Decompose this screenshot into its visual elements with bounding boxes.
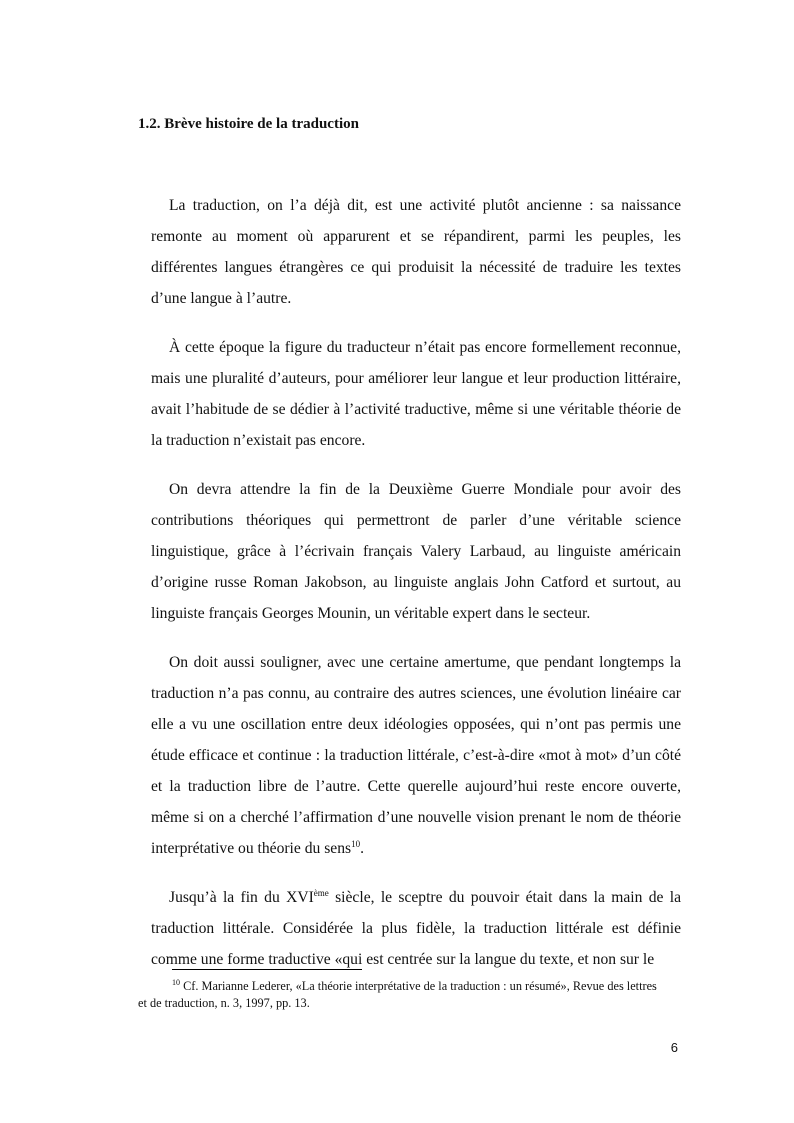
section-heading: 1.2. Brève histoire de la traduction [138, 116, 359, 132]
page-number: 6 [670, 1040, 678, 1055]
paragraph-5-after: siècle, le sceptre du pouvoir était dans la main de la traduction littérale. Considérée la plus fidèle, la traduction littérale est définie comme une forme traductive «qui est centrée sur la langue du texte, et non sur le [151, 889, 681, 968]
paragraph-5-before: Jusqu’à la fin du XVI [169, 889, 314, 906]
paragraph-4-text: On doit aussi souligner, avec une certaine amertume, que pendant longtemps la traduction n’a pas connu, au contraire des autres sciences, une évolution linéaire car elle a vu une oscillation entre deux idéologies opposées, qui n’ont pas permis une étude efficace et continue : la traduction littérale, c’est-à-dire «mot à mot» d’un côté et la traduction libre de l’autre. Cette querelle aujourd’hui reste encore ouverte, même si on a cherché l’affirmation d’une nouvelle vision prenant le nom de théorie interprétative ou théorie du sens [151, 654, 681, 857]
paragraph-4 [151, 647, 681, 864]
footnote [138, 978, 662, 1012]
paragraph-4-end: . [360, 840, 364, 857]
footnote-text: Cf. Marianne Lederer, «La théorie interprétative de la traduction : un résumé», Revue des lettres et de traduction, n. 3, 1997, pp. 13. [138, 979, 657, 1010]
paragraph-3: On devra attendre la fin de la Deuxième Guerre Mondiale pour avoir des contributions théoriques qui permettront de parler d’une véritable science linguistique, grâce à l’écrivain français Valery Larbaud, au linguiste américain d’origine russe Roman Jakobson, au linguiste anglais John Catford et surtout, au linguiste français Georges Mounin, un véritable expert dans le secteur. [151, 481, 681, 622]
body-text [151, 190, 681, 993]
paragraph-5 [151, 882, 681, 975]
paragraph-2: À cette époque la figure du traducteur n’était pas encore formellement reconnue, mais une pluralité d’auteurs, pour améliorer leur langue et leur production littéraire, avait l’habitude de se dédier à l’activité traductive, même si une véritable théorie de la traduction n’existait pas encore. [151, 339, 681, 449]
century-superscript: ème [313, 887, 329, 898]
footnote-reference: 10 [351, 838, 361, 849]
footnote-number: 10 [172, 977, 180, 987]
footnote-separator [172, 969, 362, 970]
paragraph-1: La traduction, on l’a déjà dit, est une activité plutôt ancienne : sa naissance remonte au moment où apparurent et se répandirent, parmi les peuples, les différentes langues étrangères ce qui produisit la nécessité de traduire les textes d’une langue à l’autre. [151, 197, 681, 307]
